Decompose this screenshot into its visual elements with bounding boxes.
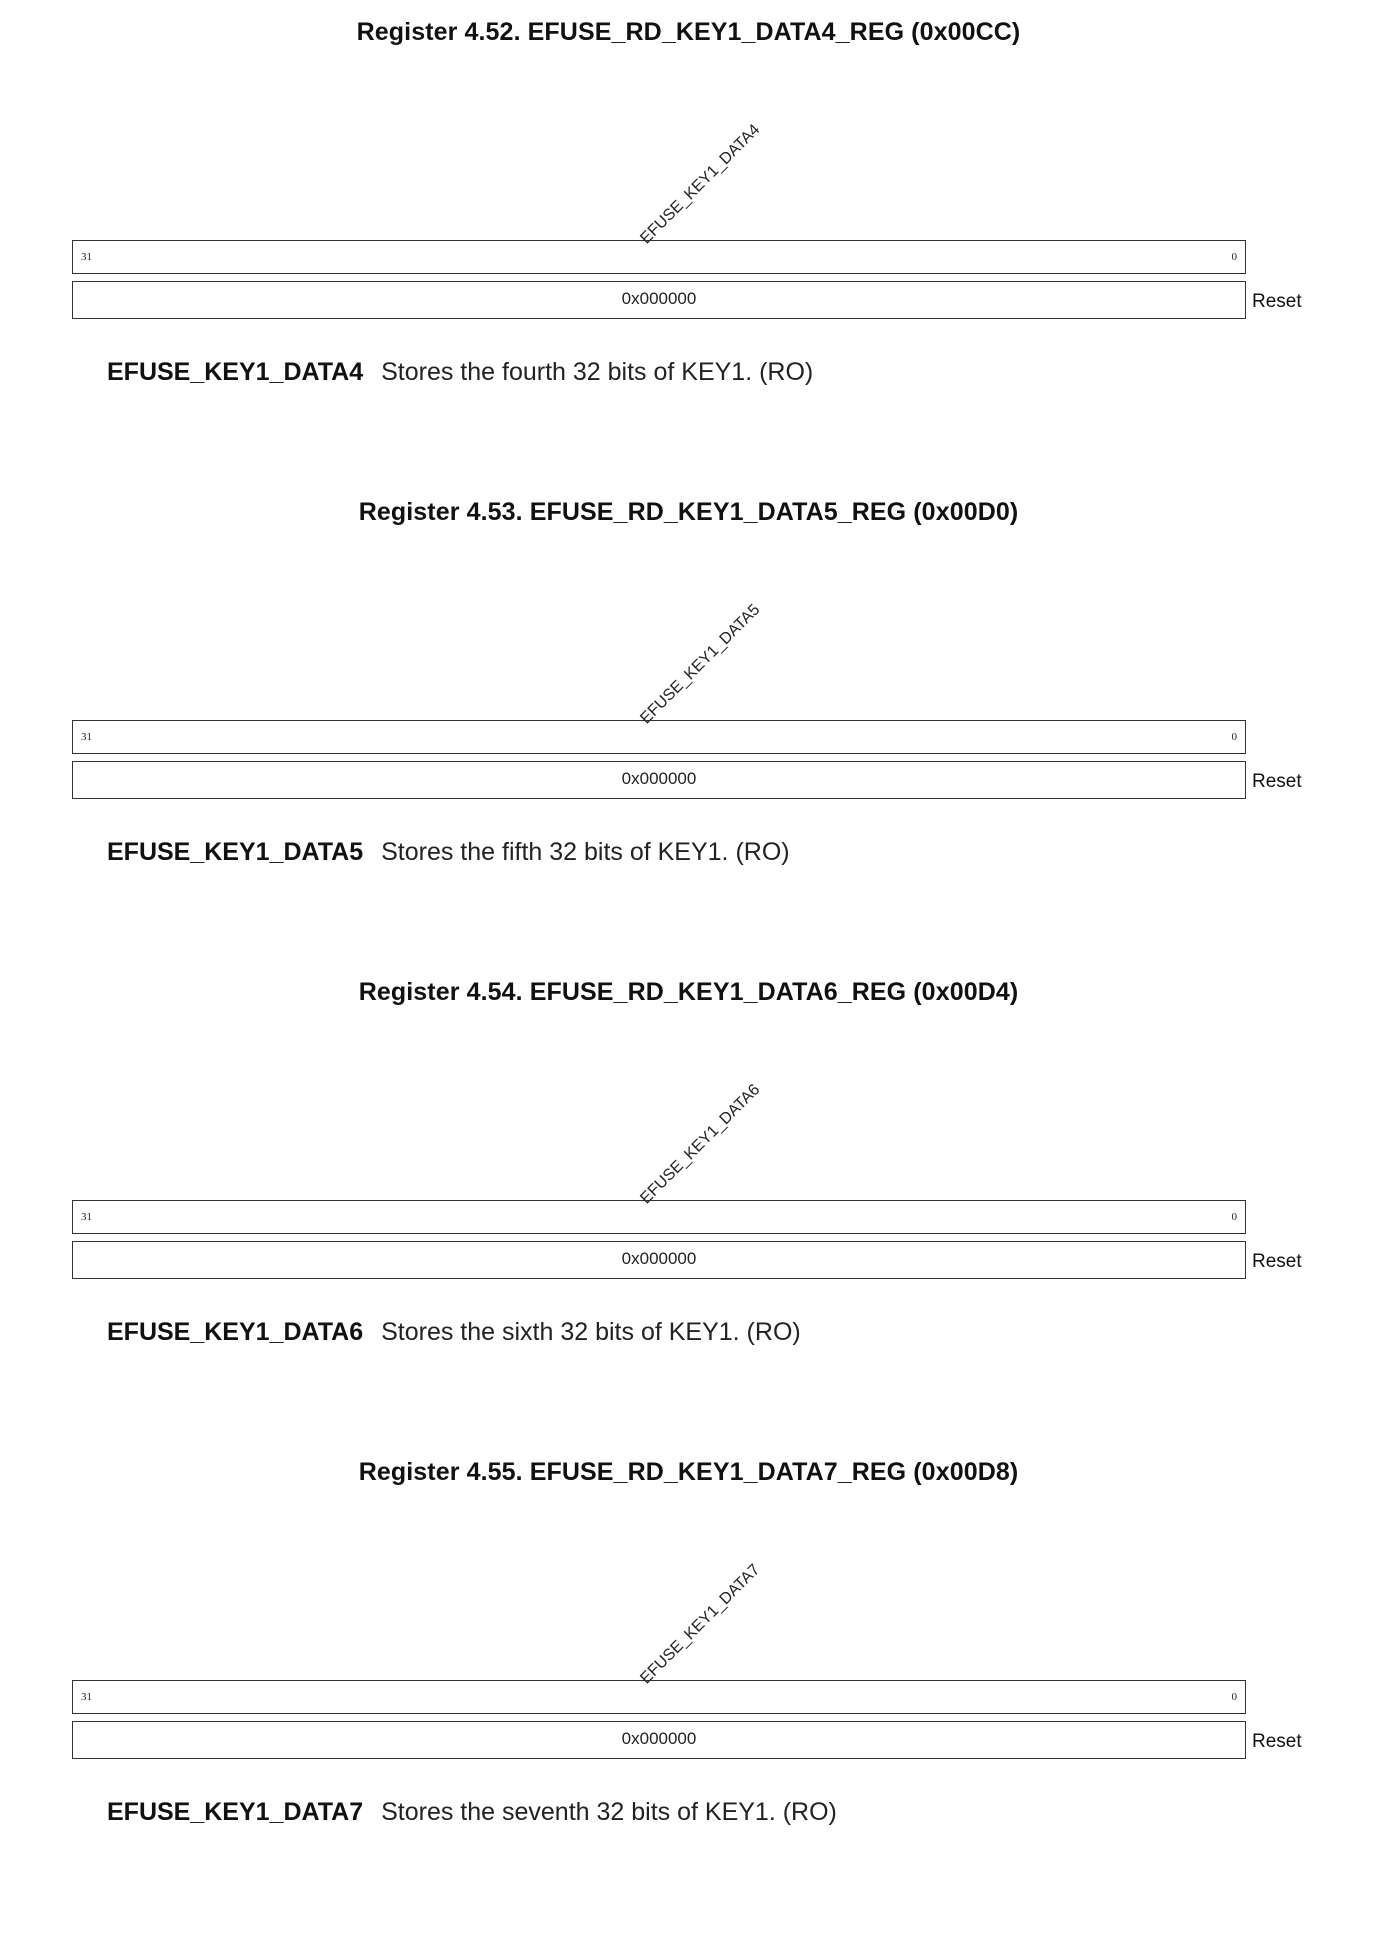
field-name-label: EFUSE_KEY1_DATA4	[637, 121, 764, 248]
description-text: Stores the fifth 32 bits of KEY1. (RO)	[381, 838, 790, 866]
field-name-label: EFUSE_KEY1_DATA7	[637, 1561, 764, 1688]
field-description	[107, 1798, 837, 1827]
register-block	[0, 960, 1377, 1440]
description-field-name: EFUSE_KEY1_DATA6	[107, 1318, 364, 1346]
field-name-label: EFUSE_KEY1_DATA6	[637, 1081, 764, 1208]
description-text: Stores the seventh 32 bits of KEY1. (RO)	[381, 1798, 837, 1826]
bit-high-label: 31	[81, 251, 92, 263]
bit-field-box	[72, 1200, 1246, 1234]
bit-high-label: 31	[81, 1691, 92, 1703]
reset-value-box: 0x000000	[72, 1241, 1246, 1279]
field-description	[107, 358, 813, 387]
bit-high-label: 31	[81, 731, 92, 743]
description-text: Stores the sixth 32 bits of KEY1. (RO)	[381, 1318, 801, 1346]
field-description	[107, 1318, 801, 1347]
description-field-name: EFUSE_KEY1_DATA5	[107, 838, 364, 866]
reset-label: Reset	[1252, 291, 1302, 312]
reset-label: Reset	[1252, 1731, 1302, 1752]
field-name-label: EFUSE_KEY1_DATA5	[637, 601, 764, 728]
description-text: Stores the fourth 32 bits of KEY1. (RO)	[381, 358, 814, 386]
field-description	[107, 838, 790, 867]
reset-label: Reset	[1252, 1251, 1302, 1272]
register-block	[0, 1440, 1377, 1920]
register-title: Register 4.54. EFUSE_RD_KEY1_DATA6_REG (0x00D4)	[358, 978, 1019, 1006]
reset-value-box: 0x000000	[72, 1721, 1246, 1759]
bit-field-box	[72, 720, 1246, 754]
bit-low-label: 0	[1231, 731, 1237, 743]
reset-value-box: 0x000000	[72, 281, 1246, 319]
register-title: Register 4.53. EFUSE_RD_KEY1_DATA5_REG (0x00D0)	[358, 498, 1019, 526]
description-field-name: EFUSE_KEY1_DATA4	[107, 358, 364, 386]
register-block	[0, 0, 1377, 480]
bit-low-label: 0	[1231, 1211, 1237, 1223]
bit-field-box	[72, 240, 1246, 274]
register-block	[0, 480, 1377, 960]
bit-low-label: 0	[1231, 1691, 1237, 1703]
register-title: Register 4.52. EFUSE_RD_KEY1_DATA4_REG (0x00CC)	[356, 18, 1021, 46]
description-field-name: EFUSE_KEY1_DATA7	[107, 1798, 364, 1826]
bit-high-label: 31	[81, 1211, 92, 1223]
register-title: Register 4.55. EFUSE_RD_KEY1_DATA7_REG (0x00D8)	[358, 1458, 1019, 1486]
bit-field-box	[72, 1680, 1246, 1714]
reset-label: Reset	[1252, 771, 1302, 792]
bit-low-label: 0	[1231, 251, 1237, 263]
reset-value-box: 0x000000	[72, 761, 1246, 799]
